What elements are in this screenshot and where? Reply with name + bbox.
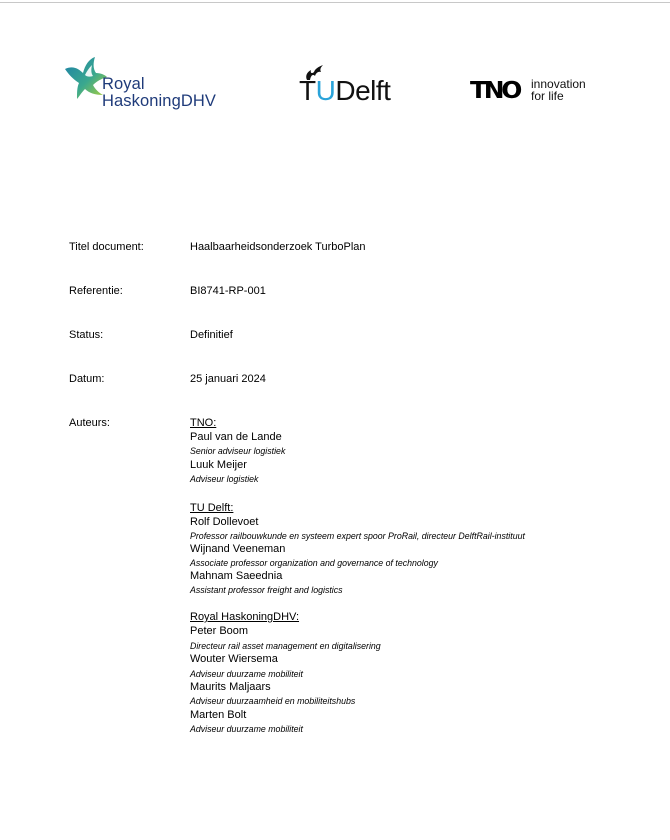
status-label: Status: <box>69 329 104 341</box>
rhdhv-wordmark <box>102 76 216 110</box>
tno-wordmark: TNO <box>470 78 520 104</box>
author-role: Associate professor organization and governance of technology <box>190 558 438 568</box>
author-name: Wouter Wiersema <box>190 653 278 665</box>
author-name: Mahnam Saeednia <box>190 570 283 582</box>
tno-tagline: innovation for life <box>531 77 586 103</box>
rhdhv-line-2: HaskoningDHV <box>102 92 217 110</box>
rhdhv-star-icon <box>63 55 107 99</box>
org-heading-tu-delft: TU Delft: <box>190 502 234 514</box>
author-role: Adviseur duurzame mobiliteit <box>190 669 303 679</box>
top-divider <box>0 2 670 3</box>
org-heading-rhdhv: Royal HaskoningDHV: <box>190 611 300 623</box>
date-label: Datum: <box>69 373 105 385</box>
author-name: Luuk Meijer <box>190 459 247 471</box>
reference-value: BI8741-RP-001 <box>190 285 266 297</box>
author-name: Peter Boom <box>190 625 249 637</box>
status-value: Definitief <box>190 329 233 341</box>
tu-delft-wordmark: TUDelft <box>299 75 391 106</box>
author-role: Professor railbouwkunde en systeem expert spoor ProRail, directeur DelftRail-instituut <box>190 531 525 541</box>
date-value: 25 januari 2024 <box>190 373 266 385</box>
author-name: Maurits Maljaars <box>190 681 271 693</box>
author-role: Adviseur duurzaamheid en mobiliteitshubs <box>190 696 356 706</box>
author-role: Assistant professor freight and logistics <box>190 585 343 595</box>
author-name: Paul van de Lande <box>190 431 282 443</box>
title-label: Titel document: <box>69 241 144 253</box>
author-name: Marten Bolt <box>190 709 247 721</box>
tno-logo <box>470 78 600 106</box>
rhdhv-line-1: Royal <box>102 75 145 93</box>
reference-label: Referentie: <box>69 285 123 297</box>
author-name: Wijnand Veeneman <box>190 543 286 555</box>
author-role: Adviseur duurzame mobiliteit <box>190 724 303 734</box>
author-role: Directeur rail asset management en digitalisering <box>190 641 381 651</box>
author-role: Senior adviseur logistiek <box>190 446 286 456</box>
authors-label: Auteurs: <box>69 417 110 429</box>
author-role: Adviseur logistiek <box>190 474 259 484</box>
tu-delft-logo <box>299 64 409 108</box>
author-name: Rolf Dollevoet <box>190 516 259 528</box>
org-heading-tno: TNO: <box>190 417 217 429</box>
document-title: Haalbaarheidsonderzoek TurboPlan <box>190 241 366 253</box>
royal-haskoningdhv-logo <box>63 55 223 115</box>
